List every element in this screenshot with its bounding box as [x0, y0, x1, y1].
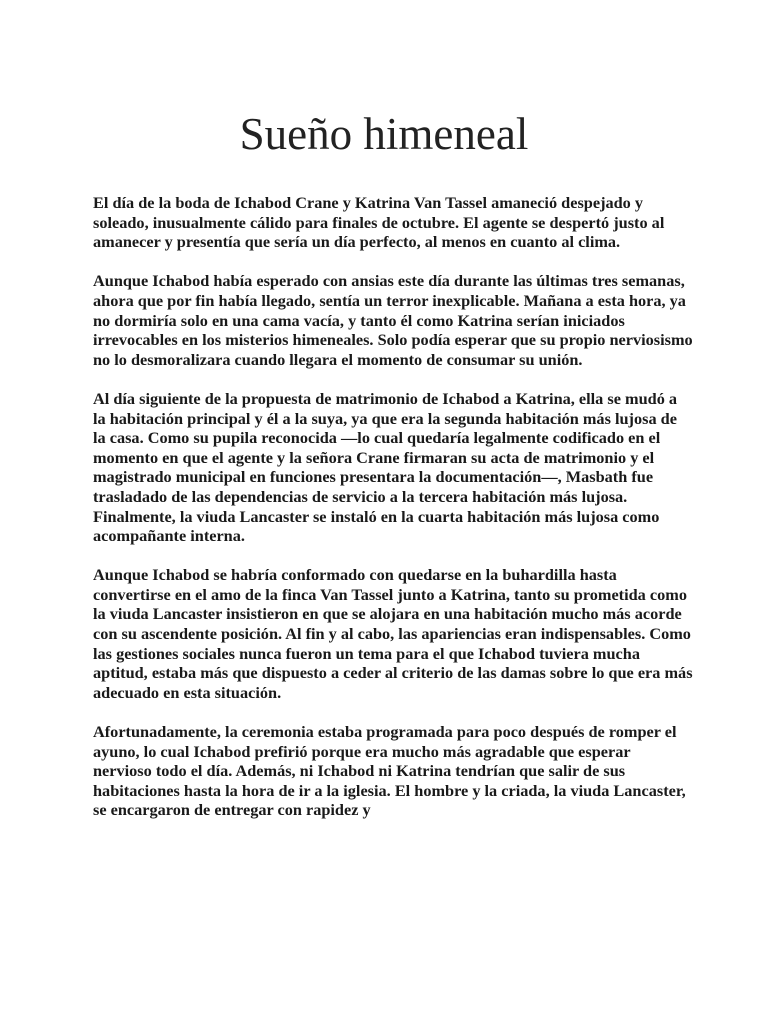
- document-title: Sueño himeneal: [239, 109, 529, 159]
- document-body: [93, 193, 693, 840]
- paragraph-2: Aunque Ichabod había esperado con ansias este día durante las últimas tres semanas, ahora que por fin había llegado, sentía un terror inexplicable. Mañana a esta hora, ya no dormiría solo en una cama vacía, y tanto él como Katrina serían iniciados irrevocables en los misterios himeneales. Solo podía esperar que su propio nerviosismo no lo desmoralizara cuando llegara el momento de consumar su unión.: [93, 271, 693, 369]
- paragraph-1: El día de la boda de Ichabod Crane y Katrina Van Tassel amaneció despejado y soleado, inusualmente cálido para finales de octubre. El agente se despertó justo al amanecer y presentía que sería un día perfecto, al menos en cuanto al clima.: [93, 193, 665, 252]
- paragraph-5: Afortunadamente, la ceremonia estaba programada para poco después de romper el ayuno, lo cual Ichabod prefirió porque era mucho más agradable que esperar nervioso todo el día. Además, ni Ichabod ni Katrina tendrían que salir de sus habitaciones hasta la hora de ir a la iglesia. El hombre y la criada, la viuda Lancaster, se encargaron de entregar con rapidez y: [93, 722, 686, 820]
- paragraph-4: Aunque Ichabod se habría conformado con quedarse en la buhardilla hasta convertirse en el amo de la finca Van Tassel junto a Katrina, tanto su prometida como la viuda Lancaster insistieron en que se alojara en una habitación mucho más acorde con su ascendente posición. Al fin y al cabo, las apariencias eran indispensables. Como las gestiones sociales nunca fueron un tema para el que Ichabod tuviera mucha aptitud, estaba más que dispuesto a ceder al criterio de las damas sobre lo que era más adecuado en esta situación.: [93, 565, 693, 702]
- paragraph-3: Al día siguiente de la propuesta de matrimonio de Ichabod a Katrina, ella se mudó a la habitación principal y él a la suya, ya que era la segunda habitación más lujosa de la casa. Como su pupila reconocida —lo cual quedaría legalmente codificado en el momento en que el agente y la señora Crane firmaran su acta de matrimonio y el magistrado municipal en funciones presentara la documentación—, Masbath fue trasladado de las dependencias de servicio a la tercera habitación más lujosa. Finalmente, la viuda Lancaster se instaló en la cuarta habitación más lujosa como acompañante interna.: [93, 388, 678, 546]
